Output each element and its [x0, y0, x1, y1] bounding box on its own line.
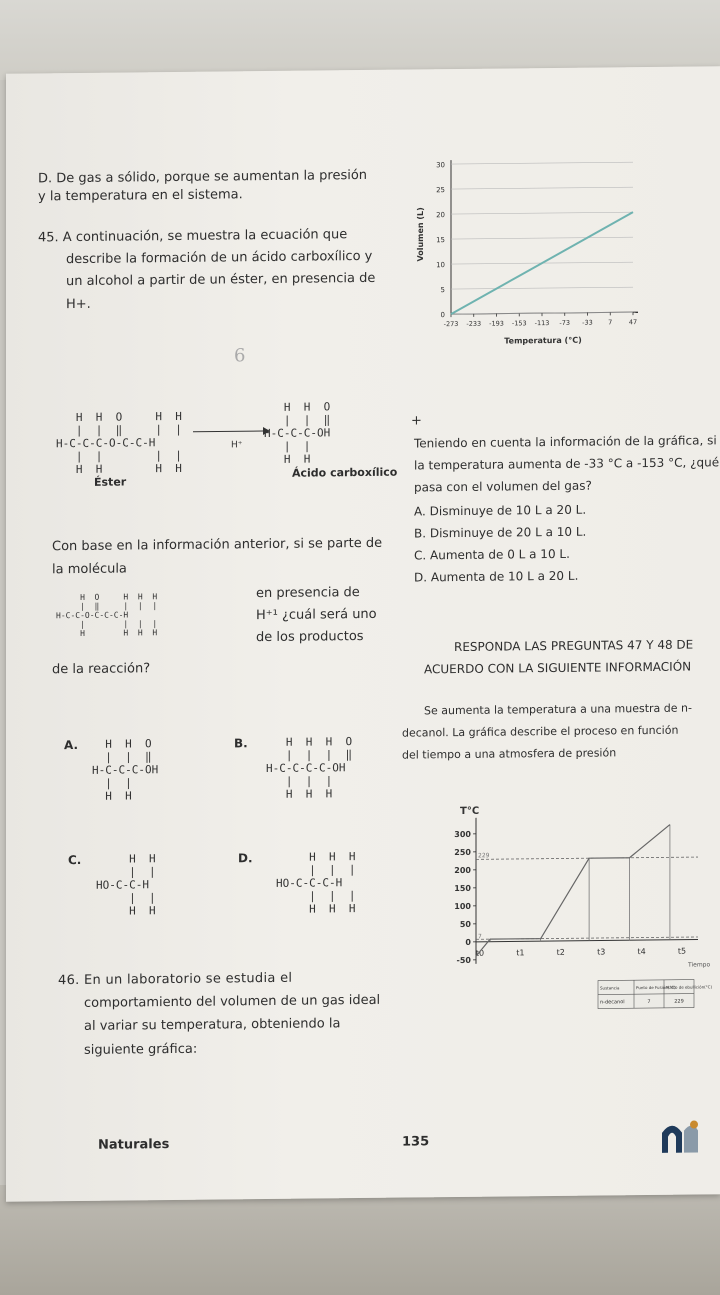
ester-structure	[56, 410, 182, 476]
chart2-table-cell: n-decanol	[600, 999, 625, 1006]
ester-formula-row2: | | ‖ | |	[56, 422, 182, 438]
acid-structure: H H O | | ‖ H-C-C-C-OH | | H H	[264, 400, 331, 466]
volume-temperature-chart	[401, 152, 641, 355]
chart2-x-tick-label: t3	[597, 947, 606, 957]
q46-option-a: A. Disminuye de 10 L a 20 L.	[414, 502, 587, 519]
catalyst-label: H⁺	[231, 440, 243, 451]
chart1-x-tick-label: -233	[466, 319, 482, 328]
background-bottom	[0, 1185, 720, 1295]
option-c-label: C.	[68, 852, 82, 868]
chart2-data-table	[598, 979, 712, 1008]
chart1-series-line	[451, 212, 633, 314]
premise-right2: H⁺¹ ¿cuál será uno	[256, 606, 377, 624]
chart2-x-tick-label: t0	[475, 948, 485, 958]
option-b-structure: H H H O | | | ‖ H-C-C-C-C-OH | | | H H H	[266, 735, 353, 801]
page-number: 135	[402, 1134, 430, 1150]
chart1-x-tick-label: 47	[628, 318, 638, 327]
ester-formula-row1: H H O H H	[56, 409, 182, 425]
ester-formula-row4: | | | |	[56, 448, 182, 464]
q46-line1: 46. En un laboratorio se estudia el	[58, 970, 293, 989]
q46-context2: la temperatura aumenta de -33 °C a -153 °C, ¿qué	[414, 455, 720, 473]
chart1-x-tick-label: -273	[443, 320, 459, 329]
chart2-x-label: Tiempo	[688, 961, 711, 969]
premise-right1: en presencia de	[256, 585, 360, 602]
chart2-y-tick-label: 300	[454, 829, 471, 840]
footer-subject: Naturales	[98, 1137, 170, 1153]
option-d-label: D.	[238, 851, 253, 866]
q46-option-b: B. Disminuye de 20 L a 10 L.	[414, 524, 587, 541]
chart2-x-tick-label: t4	[637, 947, 646, 957]
q46-line2: comportamiento del volumen de un gas ideal	[84, 992, 381, 1011]
q46-option-d: D. Aumenta de 10 L a 20 L.	[414, 568, 579, 585]
chart1-x-tick-label: -73	[559, 318, 571, 327]
chart2-y-tick-label: 200	[454, 865, 471, 876]
q46-context1: Teniendo en cuenta la información de la gráfica, si	[414, 433, 717, 451]
textbook-page	[6, 66, 720, 1201]
q46-line3: al variar su temperatura, obteniendo la	[84, 1016, 341, 1034]
chart1-gridline	[451, 287, 633, 289]
chart2-table-header: Punto de Fusión(°C)	[636, 984, 676, 991]
chart2-axes	[476, 815, 698, 963]
section-heading2: ACUERDO CON LA SIGUIENTE INFORMACIÓN	[424, 659, 692, 677]
reaction-arrow	[191, 421, 271, 452]
heating-curve-chart	[448, 801, 713, 1024]
chart1-y-tick-label: 20	[436, 211, 445, 220]
option-d-structure: H H H | | | HO-C-C-C-H | | | H H H	[276, 850, 356, 916]
q45-line3: un alcohol a partir de un éster, en presencia de	[66, 270, 376, 290]
chart1-x-tick-label: -113	[534, 319, 550, 328]
chart2-x-tick-label: t5	[677, 946, 687, 956]
section-text3: del tiempo a una atmosfera de presión	[402, 746, 617, 762]
chart2-table-cell: 229	[674, 998, 684, 1005]
chart2-mark-melting: 7	[478, 933, 482, 941]
handwritten-mark: 6	[234, 345, 246, 367]
section-text1: Se aumenta la temperatura a una muestra de n-	[424, 701, 692, 718]
chart1-y-tick-label: 15	[436, 236, 445, 245]
chart2-table-header: Sustancia	[600, 985, 620, 991]
chart2-mark-boiling: 229	[478, 852, 490, 860]
chart1-y-label: Volumen (L)	[416, 207, 425, 262]
chart1-x-tick-label: -153	[511, 319, 527, 328]
ester-formula-row3: H-C-C-C-O-C-C-H	[56, 436, 156, 451]
chart1-gridline	[451, 237, 633, 239]
premise-right3: de los productos	[256, 628, 364, 646]
chart2-y-tick-label: 150	[454, 883, 471, 894]
chart2-table-header: Punto de ebullición(°C)	[666, 984, 713, 990]
chart1-x-label: Temperatura (°C)	[504, 335, 582, 346]
chart2-y-tick-label: 50	[459, 919, 471, 929]
chart2-boiling-guide	[476, 857, 698, 859]
chart2-y-ticks	[454, 830, 476, 965]
chart1-y-tick-label: 10	[436, 261, 445, 270]
chart2-x-tick-label: t1	[516, 948, 525, 958]
chart1-gridline	[451, 162, 633, 164]
ester-label: Éster	[94, 475, 127, 489]
premise-line3: de la reacción?	[52, 661, 151, 678]
chart2-x-ticks	[476, 947, 686, 958]
section-text2: decanol. La gráfica describe el proceso en función	[402, 723, 679, 740]
chart2-x-axis	[476, 939, 698, 941]
chart2-y-label: T°C	[460, 805, 480, 817]
ester-formula-row5: H H H H	[56, 461, 182, 477]
option-a-structure: H H O | | ‖ H-C-C-C-OH | | H H	[92, 737, 159, 803]
option-c-structure: H H | | HO-C-C-H | | H H	[96, 852, 156, 918]
chart2-value-marks	[476, 824, 698, 942]
chart1-y-ticks	[436, 159, 633, 319]
q44-option-d-line2: y la temperatura en el sistema.	[38, 187, 243, 205]
chart1-x-ticks	[444, 312, 638, 328]
q46-context3: pasa con el volumen del gas?	[414, 478, 592, 495]
chart1-y-tick-label: 30	[436, 161, 445, 170]
q46-option-c: C. Aumenta de 0 L a 10 L.	[414, 546, 570, 563]
chart1-x-tick-label: -193	[489, 319, 504, 328]
chart1-x-tick-label: 7	[608, 318, 613, 327]
chart1-x-tick-label: -33	[582, 318, 593, 327]
chart2-x-tick-label: t2	[556, 947, 565, 957]
section-heading1: RESPONDA LAS PREGUNTAS 47 Y 48 DE	[454, 637, 694, 655]
q45-line2: describe la formación de un ácido carboxílico y	[66, 248, 373, 268]
chart2-y-tick-label: 250	[454, 847, 471, 858]
option-b-label: B.	[234, 736, 248, 751]
chart2-y-tick-label: 0	[465, 937, 471, 947]
chart1-gridline	[451, 187, 633, 189]
q45-line4: H+.	[66, 296, 91, 313]
chart1-y-tick-label: 25	[436, 186, 445, 195]
chart2-y-tick-label: -50	[456, 955, 471, 966]
chart2-y-tick-label: 100	[454, 901, 471, 912]
q46-line4: siguiente gráfica:	[84, 1041, 198, 1058]
chart1-y-tick-label: 0	[440, 311, 445, 320]
option-a-label: A.	[64, 737, 79, 753]
premise-line1: Con base en la información anterior, si se parte de	[52, 535, 383, 555]
q44-option-d-line1: D. De gas a sólido, porque se aumentan la presión	[38, 167, 368, 187]
chart2-table-cell: 7	[647, 998, 651, 1006]
acid-label: Ácido carboxílico	[292, 465, 398, 480]
plus-sign: +	[411, 413, 422, 429]
premise-line2: la molécula	[52, 561, 127, 578]
chart1-y-tick-label: 5	[440, 286, 445, 295]
publisher-logo	[658, 1116, 702, 1156]
chart1-gridline	[451, 212, 633, 214]
q45-line1: 45. A continuación, se muestra la ecuación que	[38, 227, 348, 246]
chart2-series-line	[476, 825, 670, 957]
premise-molecule: H O H H H | ‖ | | | H-C-C-O-C-C-C-H | | | | H H H H	[56, 592, 158, 638]
chart1-axes	[451, 158, 638, 314]
